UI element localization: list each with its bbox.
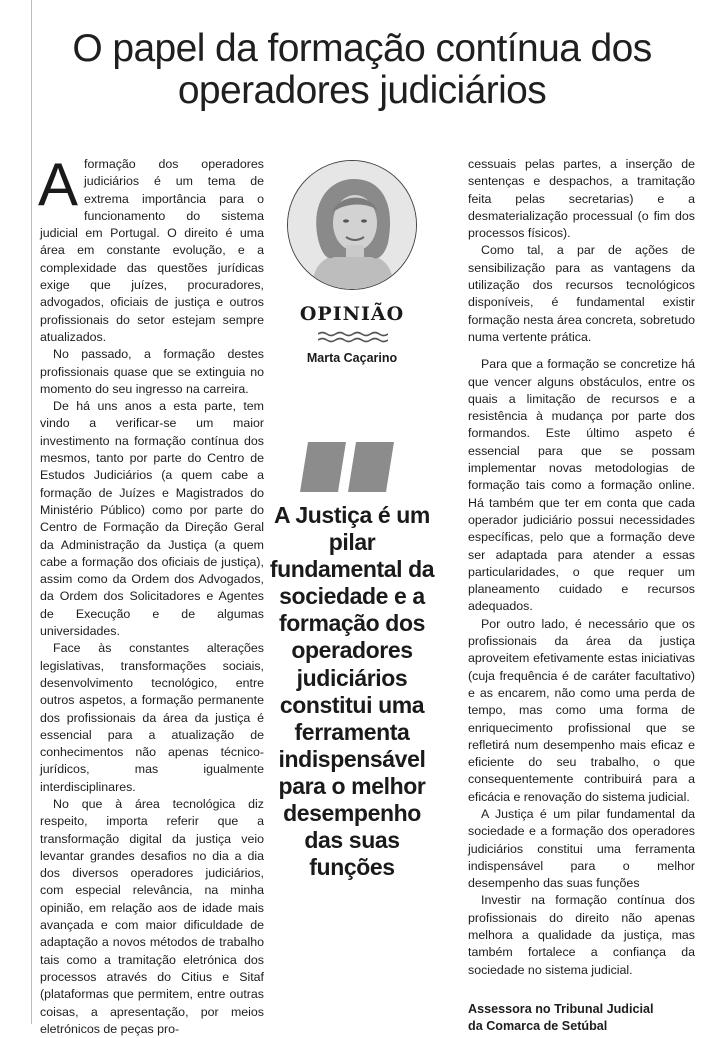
paragraph: No que à área tecnológica diz respeito, importa referir que a transformação digital da justiça veio levantar grandes desafios no dia a dia dos diversos operadores judiciários, com especial relevância, na minha opinião, em relação aos de idade mais avançada e com maior dificuldade de adaptação a novos métodos de trabalho tais como a tramitação eletrónica dos processos através do Citius e Sitaf (plataformas que permitem, entre outras coisas, a apresentação, por meios eletrónicos de peças pro-	[40, 796, 264, 1036]
paragraph: Aformação dos operadores judiciários é um tema de extrema importância para o funcionamento do sistema judicial em Portugal. O direito é uma área em constante evolução, e a complexidade das questões jurídicas exige que juízes, procuradores, advogados, oficiais de justiça e outros profissionais do setor estejam sempre atualizados.	[38, 151, 264, 344]
portrait-illustration	[288, 161, 417, 290]
author-role: Assessora no Tribunal Judicial da Comarca de Setúbal	[468, 1001, 654, 1033]
article-title: O papel da formação contínua dos operadores judiciários	[72, 27, 652, 112]
paragraph: Para que a formação se concretize há que vencer alguns obstáculos, entre os quais a limitação de recursos e a resistência à mudança por parte dos formandos. Este último aspeto é essencial para que se possam implementar novas metodologias de formação tais como a formação online. Há também que ter em conta que cada operador judiciário possui necessidades específicas, pelo que a formação deve ser adaptada para atender a essas particularidades, o que requer um planeamento cuidado e recursos adequados.	[468, 357, 695, 614]
author-name: Marta Caçarino	[306, 351, 398, 365]
paragraph: Investir na formação contínua dos profissionais do direito não apenas melhora a qualidade da justiça, mas também fortalece a confiança da sociedade no sistema judicial.	[468, 893, 695, 977]
paragraph: cessuais pelas partes, a inserção de sentenças e despachos, a tramitação feita pelas secretarias) e a desmaterialização processual (o fim dos processos físicos).	[468, 157, 695, 241]
paragraph: A Justiça é um pilar fundamental da sociedade e a formação dos operadores judiciários constitui uma ferramenta indispensável para o melhor desempenho das suas funções	[468, 806, 695, 891]
article-column-1	[38, 151, 264, 1038]
author-portrait	[287, 160, 417, 290]
section-label: OPINIÃO	[299, 303, 405, 325]
article-column-2	[468, 156, 695, 1035]
quote-marks-icon	[300, 442, 402, 492]
column-rule	[31, 0, 32, 1024]
paragraph: No passado, a formação destes profissionais quase que se extinguia no momento do seu ingresso na carreira.	[40, 347, 264, 396]
paragraph: Como tal, a par de ações de sensibilização para as vantagens da utilização dos recursos tecnológicos disponíveis, é fundamental existir formação nesta área concreta, sobretudo numa vertente prática.	[468, 243, 695, 344]
paragraph: De há uns anos a esta parte, tem vindo a verificar-se um maior investimento na formação contínua dos mesmos, tanto por parte do Centro de Estudos Judiciários (a quem cabe a formação de Juízes e Magistrados do Ministério Público) como por parte do Centro de Formação da Direção Geral da Administração da Justiça (a quem cabe a formação dos oficiais de justiça), assim como da Ordem dos Advogados, da Ordem dos Solicitadores e Agentes de Execução e de algumas universidades.	[40, 399, 264, 639]
wave-divider	[318, 330, 388, 344]
paragraph: Face às constantes alterações legislativas, transformações sociais, desenvolvimento tecnológico, entre outros aspetos, a formação permanente dos profissionais da área da justiça é essencial para a atualização de conhecimentos não apenas técnico-jurídicos, mas igualmente interdisciplinares.	[40, 641, 264, 794]
paragraph: Por outro lado, é necessário que os profissionais da área da justiça aproveitem efetivamente estas iniciativas (cuja frequência é de caráter facultativo) e as encarem, não como uma perda de tempo, mas como uma forma de enriquecimento profissional que se refletirá num desempenho mais eficaz e eficiente do seu trabalho, o que consequentemente contribuirá para a eficácia e renovação do sistema judicial.	[468, 616, 695, 804]
pull-quote: A Justiça é um pilar fundamental da sociedade e a formação dos operadores judiciários constitui uma ferramenta indispensável para o melhor desempenho das suas funções	[269, 502, 435, 881]
drop-cap: A	[38, 151, 79, 218]
